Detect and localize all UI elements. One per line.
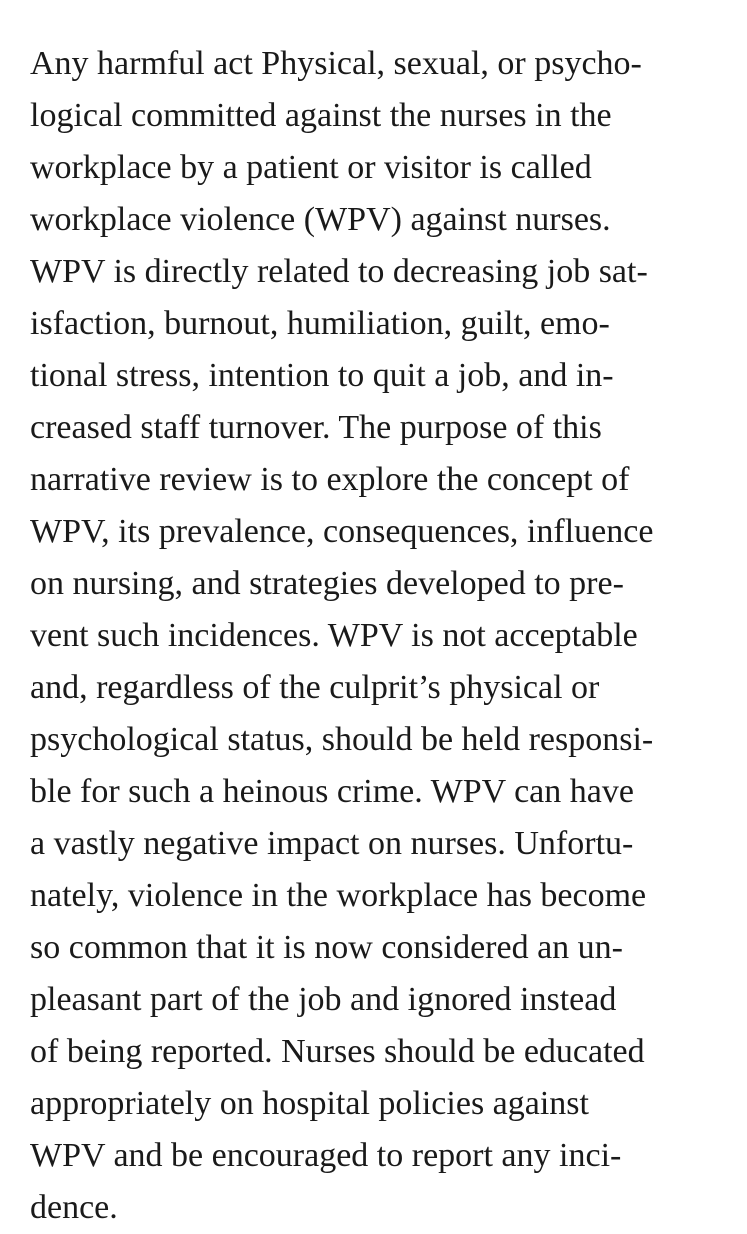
paragraph-line: Any harmful act Physical, sexual, or psycho- xyxy=(30,45,642,82)
paragraph-line: tional stress, intention to quit a job, and in- xyxy=(30,357,614,394)
paragraph-line: logical committed against the nurses in the xyxy=(30,97,612,134)
paragraph-line: workplace violence (WPV) against nurses. xyxy=(30,201,611,238)
paragraph-line: on nursing, and strategies developed to pre- xyxy=(30,565,624,602)
abstract-paragraph xyxy=(30,38,730,1234)
paragraph-line: isfaction, burnout, humiliation, guilt, emo- xyxy=(30,305,610,342)
paragraph-line: pleasant part of the job and ignored instead xyxy=(30,981,617,1018)
paragraph-line: appropriately on hospital policies against xyxy=(30,1085,589,1122)
paragraph-line: narrative review is to explore the concept of xyxy=(30,461,630,498)
paragraph-line: vent such incidences. WPV is not acceptable xyxy=(30,617,638,654)
paragraph-line: psychological status, should be held responsi- xyxy=(30,721,654,758)
paragraph-line: WPV and be encouraged to report any inci- xyxy=(30,1137,622,1174)
paragraph-line: a vastly negative impact on nurses. Unfortu- xyxy=(30,825,634,862)
paragraph-line: of being reported. Nurses should be educated xyxy=(30,1033,645,1070)
paragraph-line: so common that it is now considered an un- xyxy=(30,929,624,966)
paragraph-line: nately, violence in the workplace has become xyxy=(30,877,647,914)
paragraph-line: ble for such a heinous crime. WPV can have xyxy=(30,773,634,810)
paragraph-line: WPV, its prevalence, consequences, influence xyxy=(30,513,654,550)
paragraph-line: and, regardless of the culprit’s physical or xyxy=(30,669,600,706)
paragraph-line: dence. xyxy=(30,1189,118,1226)
paragraph-line: creased staff turnover. The purpose of this xyxy=(30,409,602,446)
paragraph-line: workplace by a patient or visitor is called xyxy=(30,149,592,186)
paragraph-line: WPV is directly related to decreasing job sat- xyxy=(30,253,648,290)
